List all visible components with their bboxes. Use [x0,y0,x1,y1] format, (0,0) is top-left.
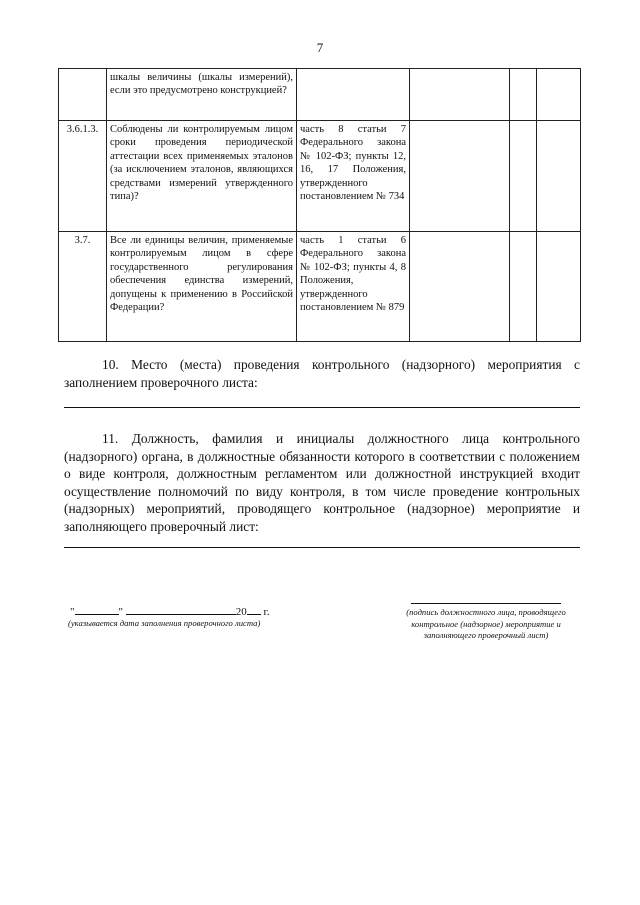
answer-cell[interactable] [510,121,537,232]
year-blank[interactable] [247,604,261,615]
answer-cell[interactable] [510,232,537,342]
signature-block [398,603,574,642]
note-cell[interactable] [537,121,581,232]
place-fill-line[interactable] [64,407,580,408]
month-blank[interactable] [126,604,236,615]
row-legal-reference: часть 8 статьи 7 Федерального закона № 102-ФЗ; пункты 12, 16, 17 Положения, утвержденного постановлением № 734 [297,121,410,232]
table-row [59,69,581,121]
answer-cell[interactable] [510,69,537,121]
quote-close: " [118,606,123,618]
section-11-text: 11. Должность, фамилия и инициалы должностного лица контрольного (надзорного) органа, в должностные обязанности которого в соответствии с положением о виде контроля, должностным регламентом или должностной инструкцией входит осуществление полномочий по виду контроля, в том числе проведение контрольных (надзорных) мероприятий, проводящего контрольное (надзорное) мероприятие и заполняющего проверочный лист: [64,431,580,534]
note-cell[interactable] [537,232,581,342]
official-fill-line[interactable] [64,547,580,548]
section-10-text: 10. Место (места) проведения контрольного (надзорного) мероприятия с заполнением проверочного листа: [64,357,580,390]
row-legal-reference [297,69,410,121]
note-cell[interactable] [537,69,581,121]
row-question: шкалы величины (шкалы измерений), если это предусмотрено конструкцией? [107,69,297,121]
row-number: 3.6.1.3. [59,121,107,232]
answer-cell[interactable] [410,69,510,121]
row-question: Все ли единицы величин, применяемые контролируемым лицом в сфере государственного регулирования обеспечения единства измерений, допущены к применению в Российской Федерации? [107,232,297,342]
date-caption: (указывается дата заполнения проверочного листа) [68,618,261,628]
answer-cell[interactable] [410,232,510,342]
signature-line[interactable] [411,603,561,604]
table-row [59,232,581,342]
answer-cell[interactable] [410,121,510,232]
checklist-table [58,68,581,342]
row-number: 3.7. [59,232,107,342]
page-number: 7 [316,40,324,55]
row-number [59,69,107,121]
day-blank[interactable] [75,604,119,615]
table-row [59,121,581,232]
date-line [70,604,270,618]
year-suffix: г. [263,606,270,618]
year-prefix: 20 [235,606,247,618]
signature-caption: (подпись должностного лица, проводящего контрольное (надзорное) мероприятие и заполняющего проверочный лист) [406,607,566,640]
row-question: Соблюдены ли контролируемым лицом сроки проведения периодической аттестации всех применяемых эталонов (за исключением эталонов, являющихся средствами измерений утвержденного типа)? [107,121,297,232]
quote-open: " [70,606,75,618]
row-legal-reference: часть 1 статьи 6 Федерального закона № 102-ФЗ; пункты 4, 8 Положения, утвержденного постановлением № 879 [297,232,410,342]
